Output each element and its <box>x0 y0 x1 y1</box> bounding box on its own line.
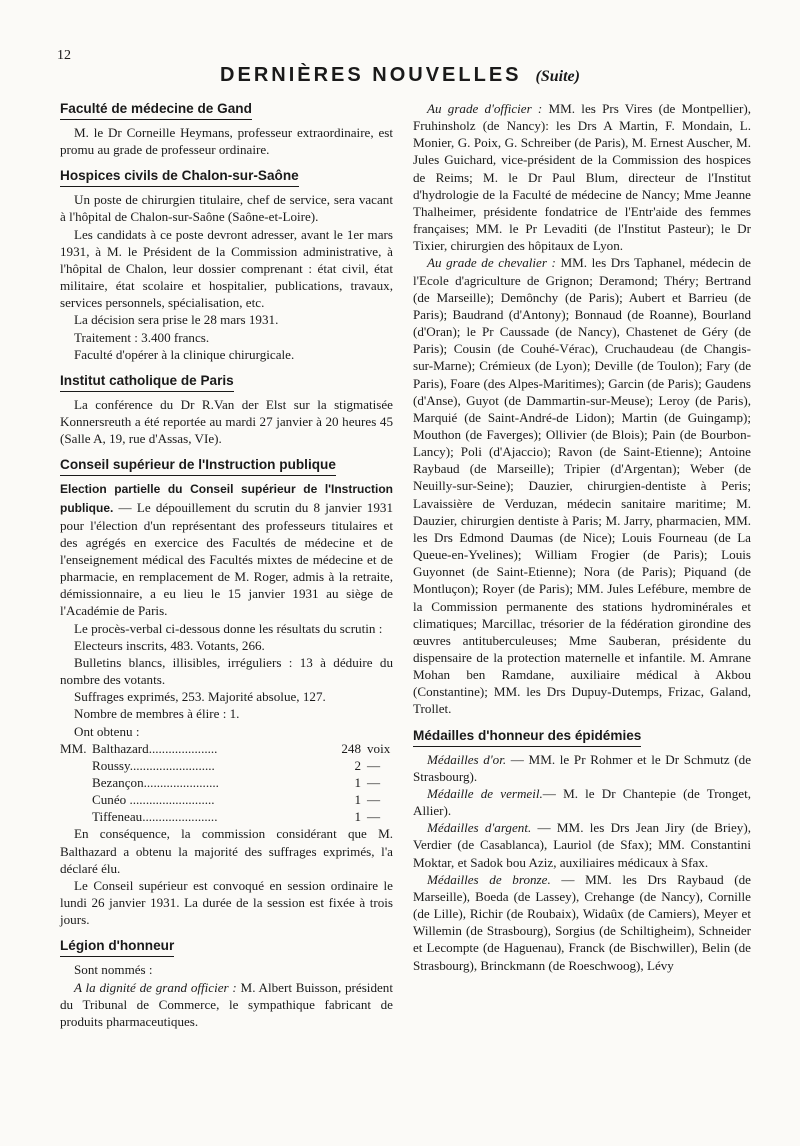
vote-row <box>60 774 393 791</box>
vote-count: 248 <box>341 740 361 756</box>
lead-text: Médailles de bronze. <box>427 871 551 887</box>
paragraph: Le Conseil supérieur est convoqué en session ordinaire le lundi 26 janvier 1931. La durée de la session est fixée à trois jours. <box>60 877 393 928</box>
page-number: 12 <box>57 48 71 63</box>
lead-text: Au grade d'officier : <box>427 101 543 116</box>
vote-count: 1 <box>354 792 361 808</box>
section-title-medailles: Médailles d'honneur des épidémies <box>413 727 641 747</box>
paragraph: Les candidats à ce poste devront adresser, avant le 1er mars 1931, à M. le Président de la Commission administrative, à l'hôpital de Chalon, leur dossier comprenant : état civil, état militaire, état scolaire et hospitalier, publications, travaux, services personnels, spécialisation, etc. <box>60 226 393 311</box>
paragraph <box>60 979 393 1030</box>
paragraph: Un poste de chirurgien titulaire, chef de service, sera vacant à l'hôpital de Chalon-sur-Saône (Saône-et-Loire). <box>60 192 393 225</box>
results-line: Ont obtenu : <box>74 723 140 739</box>
section-title-conseil: Conseil supérieur de l'Instruction publique <box>60 456 336 476</box>
vote-prefix <box>60 757 92 774</box>
paragraph-body: — M. le Dr Chantepie (de Tronget, Allier). <box>413 785 751 819</box>
paragraph: La décision sera prise le 28 mars 1931. <box>74 312 279 328</box>
paragraph-body: MM. les Prs Vires (de Montpellier), Fruhinsholz (de Nancy): les Drs A Martin, F. Mondain, L. Monier, G. Poix, G. Schreiber (de Paris), M. Ernest Auscher, M. Jules Guichard, vice-président de la Commission des hospices de Reims; M. le Dr Paul Blum, directeur de l'Institut d'hydrologie de la Faculté de médecine de Nancy; Mme Jeanne Thalheimer, présidente fondatrice de l'Entr'aide des femmes françaises; MM. le Pr Levaditi (de l'Institut Pasteur); le Dr Tixier, chirurgien des hôpitaux de Lyon. <box>413 101 751 254</box>
section-conseil <box>60 456 393 928</box>
lead-text: Médailles d'or. <box>427 751 507 767</box>
vote-unit: — <box>367 757 381 773</box>
section-legion-continued <box>413 100 751 718</box>
lead-text: Médailles d'argent. <box>427 820 532 836</box>
paragraph: Traitement : 3.400 francs. <box>74 329 210 345</box>
paragraph-body: — MM. les Drs Jean Jiry (de Briey), Verdier (de Casablanca), Lauriol (de Sfax); MM. Constantini Moktar, et Sadok bou Aziz, auxiliaires médicaux à Sfax. <box>413 820 751 870</box>
vote-row <box>60 808 393 825</box>
section-title-gand: Faculté de médecine de Gand <box>60 100 252 120</box>
paragraph <box>413 100 751 254</box>
vote-unit: — <box>367 775 381 790</box>
section-legion <box>60 937 393 1030</box>
paragraph: En conséquence, la commission considérant que M. Balthazard a obtenu la majorité des suffrages exprimés, l'a déclaré élu. <box>60 826 393 876</box>
results-line: Suffrages exprimés, 253. Majorité absolue, 127. <box>74 689 326 705</box>
section-medailles <box>413 727 751 974</box>
vote-prefix <box>60 808 92 825</box>
paragraph <box>413 871 751 974</box>
vote-count: 2 <box>354 757 361 773</box>
paragraph: Faculté d'opérer à la clinique chirurgicale. <box>74 346 295 362</box>
masthead-title: DERNIÈRES NOUVELLES <box>220 64 522 86</box>
results-line: Bulletins blancs, illisibles, irréguliers : 13 à déduire du nombre des votants. <box>60 654 393 688</box>
section-title-chalon: Hospices civils de Chalon-sur-Saône <box>60 167 299 187</box>
vote-unit: — <box>367 792 381 808</box>
vote-row <box>60 791 393 808</box>
vote-count: 1 <box>354 809 361 825</box>
lead-text: A la dignité de grand officier : <box>74 979 237 995</box>
masthead <box>0 64 800 87</box>
vote-prefix <box>60 791 92 808</box>
section-chalon <box>60 167 393 363</box>
paragraph-body: M. Albert Buisson, président du Tribunal de Commerce, le sympathique fabricant de produits pharmaceutiques. <box>60 979 393 1029</box>
section-institut-catholique <box>60 372 393 447</box>
section-title-legion: Légion d'honneur <box>60 937 174 957</box>
vote-prefix: MM. <box>60 740 87 756</box>
paragraph-body: — MM. les Drs Raybaud (de Marseille), Boeda (de Lassey), Crehange (de Nancy), Cornille (de Lille), Richir (de Roubaix), Widaûx (de Camiers), Meyer et Willemin (de Strasbourg), Sorgius (de Schiltigheim), Schneider et Lecompte (de Haguenau), Franck (de Bischwiller), Belin (de Strasbourg), Brinckmann (de Roeschwoog), Lévy <box>413 871 751 973</box>
section-title-institut: Institut catholique de Paris <box>60 372 234 392</box>
paragraph: Sont nommés : <box>74 962 153 978</box>
lead-text: Au grade de chevalier : <box>427 255 556 271</box>
paragraph-body: — MM. le Pr Rohmer et le Dr Schmutz (de Strasbourg). <box>413 751 752 784</box>
results-line: Nombre de membres à élire : 1. <box>74 706 240 722</box>
vote-row <box>60 757 393 774</box>
paragraph-body: MM. les Drs Taphanel, médecin de l'Ecole d'agriculture de Grignon; Deramond; Théry; Bertrand (de Marseille); Demônchy (de Paris); Aubert et Barrieu (de Paris); Baudrand (d'Antony); Bonnaud (de Roanne), Bourland (d'Oran); le Pr Caussade (de Nancy), Chastenet de Géry (de Paris); Cousin (de Couhé-Vérac), Cruchaudeau (de Changis-sur-Marne); Crémieux (de Lyon); Deville (de Toulon); Fary (de Paris), Foare (des Alpes-Maritimes); Garcin (de Paris); Gaudens (d'Anse), Guyot (de Dammartin-sur-Meuse); Leroy (de Paris), Marquié (de Saint-André-de Lidon); Martin (de Guingamp); Mouthon (de Faverges); Ollivier (de Blois); Pain (de Bourbon-Lancy); Poli (d'Ajaccio); Ravon (de Saint-Etienne); Antoine Raybaud (de Marseille); Tripier (d'Argentan); Weber (de Neuilly-sur-Seine); Dauzier, chirurgien-dentiste à Peris; Lavaissière de Verduzan, médecin sanitaire maritime; M. Dauzier, chirurgien dentiste à Paris; M. Jarry, pharmacien, MM. les Drs Edmond Daumas (de Nice); Louis Fourneau (de La Queue-en-Yvelines); William Frogier (de Paris); Louis Guyonnet (de Saint-Etienne); Nora (de Paris); Piquand (de Montluçon); Royer (de Paris); MM. Jules Lefébure, membre de la Commission permanente des stations hydrominérales et climatiques; Marcillac, trésorier de la fédération girondine des œuvres antituberculeuses; Mme Sauberan, présidente du dispensaire de la protection maternelle et infantile. M. Amrane Mohan ben Ramdane, auxiliaire médical à Akbou (Constantine); MM. les Drs Dupuy-Dutemps, Frizac, Galand, Trollet. <box>413 255 751 717</box>
paragraph <box>413 254 751 717</box>
vote-count: 1 <box>354 775 361 790</box>
paragraph <box>60 480 393 619</box>
lead-text: Election partielle du Conseil supérieur de l'Instruction publique. <box>60 482 393 515</box>
paragraph: Le procès-verbal ci-dessous donne les résultats du scrutin : <box>74 620 383 636</box>
vote-candidate: Balthazard..................... <box>92 740 218 756</box>
lead-text: Médaille de vermeil. <box>427 785 543 801</box>
vote-row <box>60 740 393 757</box>
section-gand <box>60 100 393 158</box>
vote-unit: — <box>367 809 381 825</box>
paragraph <box>413 785 751 819</box>
left-column <box>60 100 393 1039</box>
paragraph <box>413 819 751 870</box>
vote-unit: voix <box>367 740 391 756</box>
vote-candidate: Tiffeneau....................... <box>92 809 218 825</box>
vote-candidate: Bezançon....................... <box>92 775 219 790</box>
vote-results <box>60 740 393 826</box>
results-line: Electeurs inscrits, 483. Votants, 266. <box>74 637 265 653</box>
paragraph: La conférence du Dr R.Van der Elst sur la stigmatisée Konnersreuth a été reportée au mardi 27 janvier à 20 heures 45 (Salle A, 19, rue d'Assas, VIe). <box>60 396 393 447</box>
vote-prefix <box>60 774 92 791</box>
vote-candidate: Cunéo .......................... <box>92 792 215 808</box>
masthead-suite: (Suite) <box>535 68 580 85</box>
right-column <box>413 100 751 983</box>
vote-candidate: Roussy.......................... <box>92 757 215 773</box>
paragraph: M. le Dr Corneille Heymans, professeur extraordinaire, est promu au grade de professeur ordinaire. <box>60 125 393 158</box>
paragraph-body: — Le dépouillement du scrutin du 8 janvier 1931 pour l'élection d'un représentant des professeurs titulaires et des agrégés en exercice des Facultés de médecine et de l'enseignement médical des Facultés mixtes de médecine et de pharmacie, en remplacement de M. Roger, admis à la retraite, démissionnaire, a eu lieu le 15 janvier 1931 au siège de l'Académie de Paris. <box>60 499 393 619</box>
paragraph <box>413 751 751 785</box>
